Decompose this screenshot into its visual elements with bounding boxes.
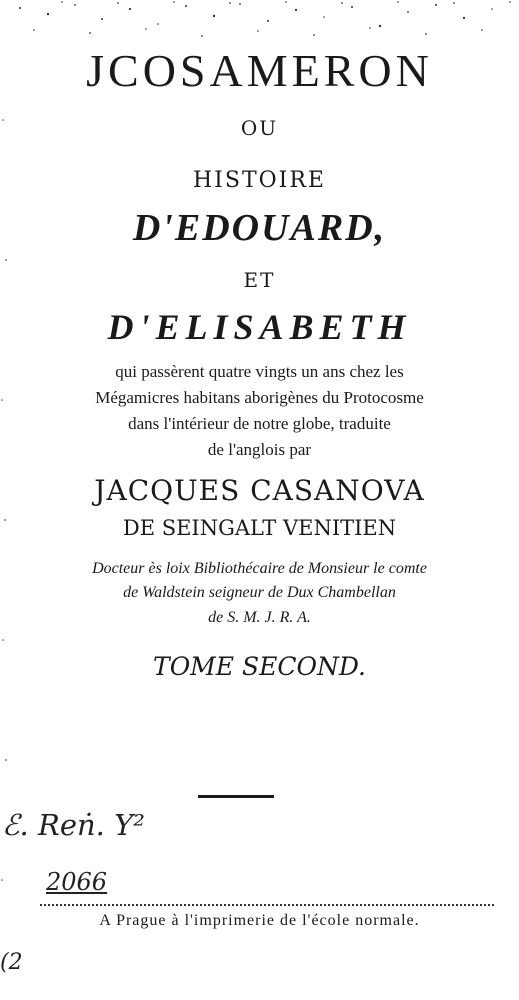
author-name: JACQUES CASANOVA [94,474,425,507]
handwritten-number: 2066 [46,868,108,896]
author-credentials-line: de S. M. J. R. A. [208,609,311,626]
separator-rule [198,795,274,798]
description-line: dans l'intérieur de notre globe, traduite [128,414,391,433]
title-conjunction-et: ET [243,268,276,292]
handwritten-margin-mark: (2 [0,950,23,975]
author-origin: DE SEINGALT VENITIEN [122,516,397,540]
author-credentials-line: de Waldstein seigneur de Dux Chambellan [123,584,396,601]
subtitle-elisabeth: D'ELISABETH [107,307,412,347]
title-conjunction-ou: OU [240,116,279,140]
subtitle-edouard: D'EDOUARD, [132,207,387,249]
description-line: Mégamicres habitans aborigènes du Protocosme [95,388,424,407]
volume-label: TOME SECOND. [153,652,366,681]
subtitle-histoire: HISTOIRE [193,168,326,193]
handwritten-shelfmark: ℰ. Reṅ. Y² [2,808,145,842]
book-title: JCOSAMERON [86,45,433,96]
author-credentials-line: Docteur ès loix Bibliothécaire de Monsieur le comte [92,560,427,577]
description-line: de l'anglois par [207,440,312,459]
imprint-line: A Prague à l'imprimerie de l'école normale. [99,912,420,929]
description-line: qui passèrent quatre vingts un ans chez les [115,362,404,381]
dotted-rule [40,904,494,906]
